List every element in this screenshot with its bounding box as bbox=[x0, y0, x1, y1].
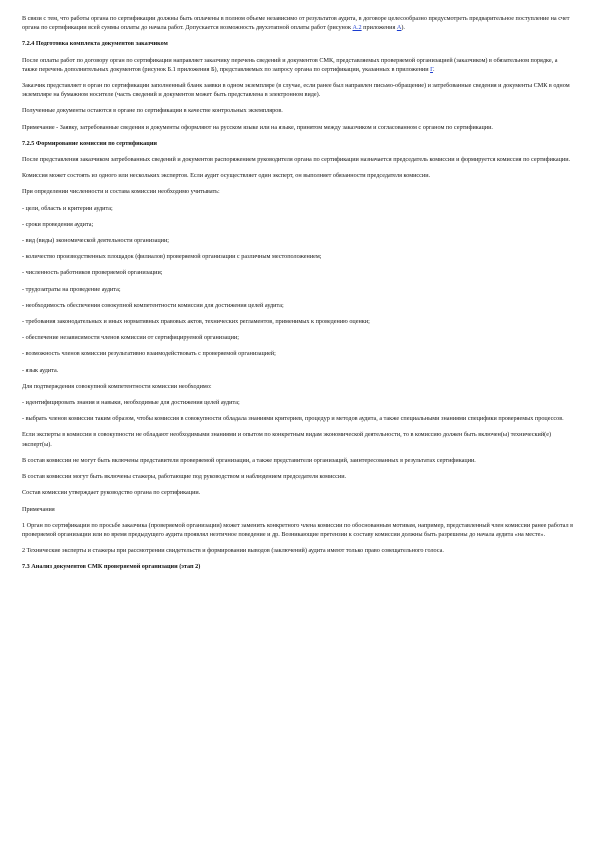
paragraph: - необходимость обеспечения совокупной компетентности комиссии для достижения целей аудита; bbox=[22, 301, 284, 309]
paragraph-text: В связи с тем, что работы органа по сертификации должны быть оплачены в полном объеме независимо от результатов аудита, в договоре целесообразно предусмотреть предварительное поступление на счет органа по сертификации всей суммы оплаты до начала работ. Допускается возможность двухэтапной оплаты работ (рисунок bbox=[22, 15, 570, 32]
section-heading: 7.3 Анализ документов СМК проверяемой организации (этап 2) bbox=[22, 563, 201, 571]
paragraph: Полученные документы остаются в органе по сертификации в качестве контрольных экземпляров. bbox=[22, 107, 283, 115]
paragraph: Если эксперты в комиссии в совокупности не обладают необходимыми знаниями и опытом по конкретным видам экономической деятельности, то в комиссию должен быть включен(ы) технический(е) эксперт(ы). bbox=[22, 431, 552, 448]
section-heading: 7.2.5 Формирование комиссии по сертификации bbox=[22, 139, 157, 147]
paragraph: - идентифицировать знания и навыки, необходимые для достижения целей аудита; bbox=[22, 399, 240, 407]
paragraph: - цели, область и критерии аудита; bbox=[22, 204, 113, 212]
document-page bbox=[22, 14, 574, 579]
paragraph-text: . bbox=[432, 65, 435, 73]
paragraph: - выбрать членов комиссии таким образом, чтобы комиссия в совокупности обладала знаниями критериев, процедур и методов аудита, а также специальными знаниями специфики проверяемых процессов. bbox=[22, 415, 564, 423]
paragraph: 1 Орган по сертификации по просьбе заказчика (проверяемой организации) может заменить конкретного члена комиссии по обоснованным мотивам, например, представленный член комиссии ранее работал в проверяемой организации или во время предыдущего аудита проявлял неэтичное поведение и др. Возникающие претензии к составу комиссии должны быть разрешены до начала аудита «на месте». bbox=[22, 521, 574, 538]
paragraph: В состав комиссии могут быть включены стажеры, работающие под руководством и наблюдением председателя комиссии. bbox=[22, 473, 347, 481]
paragraph: - язык аудита. bbox=[22, 366, 59, 374]
paragraph: - сроки проведения аудита; bbox=[22, 220, 94, 228]
paragraph: При определении численности и состава комиссии необходимо учитывать: bbox=[22, 188, 220, 196]
paragraph: Для подтверждения совокупной компетентности комиссии необходимо: bbox=[22, 382, 212, 390]
paragraph-with-links bbox=[22, 56, 574, 74]
paragraph: - численность работников проверяемой организации; bbox=[22, 269, 163, 277]
paragraph-text: ). bbox=[401, 24, 405, 32]
paragraph: - трудозатраты на проведение аудита; bbox=[22, 285, 121, 293]
paragraph-text: После оплаты работ по договору орган по сертификации направляет заказчику перечень сведений и документов СМК, представляемых проверяемой организацией (заказчиком) в обязательном порядке, а также перечень дополнительных документов (рисунок Б.1 приложения Б), представляемых по запросу органа по сертификации, указанных в приложении bbox=[22, 56, 558, 73]
paragraph: Состав комиссии утверждает руководство органа по сертификации. bbox=[22, 489, 201, 497]
paragraph: - вид (виды) экономической деятельности организации; bbox=[22, 237, 170, 245]
paragraph: Примечание - Заявку, затребованные сведения и документы оформляют на русском языке или на языке, принятом между заказчиком и согласованном с органом по сертификации. bbox=[22, 123, 493, 131]
paragraph: - требования законодательных и иных нормативных правовых актов, технических регламентов, применимых к проведению оценки; bbox=[22, 318, 370, 326]
paragraph-with-links bbox=[22, 14, 574, 32]
paragraph: 2 Технические эксперты и стажеры при рассмотрении свидетельств и формировании выводов (заключений) аудита имеют только право совещательного голоса. bbox=[22, 547, 444, 555]
paragraph: - возможность членов комиссии результативно взаимодействовать с проверяемой организацией; bbox=[22, 350, 276, 358]
reference-link[interactable]: А bbox=[396, 24, 402, 32]
paragraph: После представления заказчиком затребованных сведений и документов распоряжением руководителя органа по сертификации назначается председатель комиссии и формируется комиссия по сертификации. bbox=[22, 156, 571, 164]
section-heading: 7.2.4 Подготовка комплекта документов заказчиком bbox=[22, 40, 168, 48]
paragraph: - количество производственных площадок (филиалов) проверяемой организации с различным местоположением; bbox=[22, 253, 322, 261]
paragraph: Примечания bbox=[22, 505, 55, 513]
paragraph: В состав комиссии не могут быть включены представители проверяемой организации, а также представители организаций, заинтересованных в результатах сертификации. bbox=[22, 456, 476, 464]
paragraph: Заказчик представляет в орган по сертификации заполненный бланк заявки в одном экземпляре (в случае, если ранее был направлен письмо-обращение) и затребованные сведения и документы СМК в одном экземпляре на бумажном носителе (часть сведений и документов может быть представлена в электронном виде). bbox=[22, 82, 570, 99]
paragraph: - обеспечение независимости членов комиссии от сертифицируемой организации; bbox=[22, 334, 239, 342]
paragraph: Комиссия может состоять из одного или нескольких экспертов. Если аудит осуществляет один эксперт, он выполняет обязанности председателя комиссии. bbox=[22, 172, 431, 180]
reference-link[interactable]: Г bbox=[430, 65, 433, 73]
paragraph-text: приложения bbox=[361, 24, 397, 32]
reference-link[interactable]: А.2 bbox=[352, 24, 362, 32]
